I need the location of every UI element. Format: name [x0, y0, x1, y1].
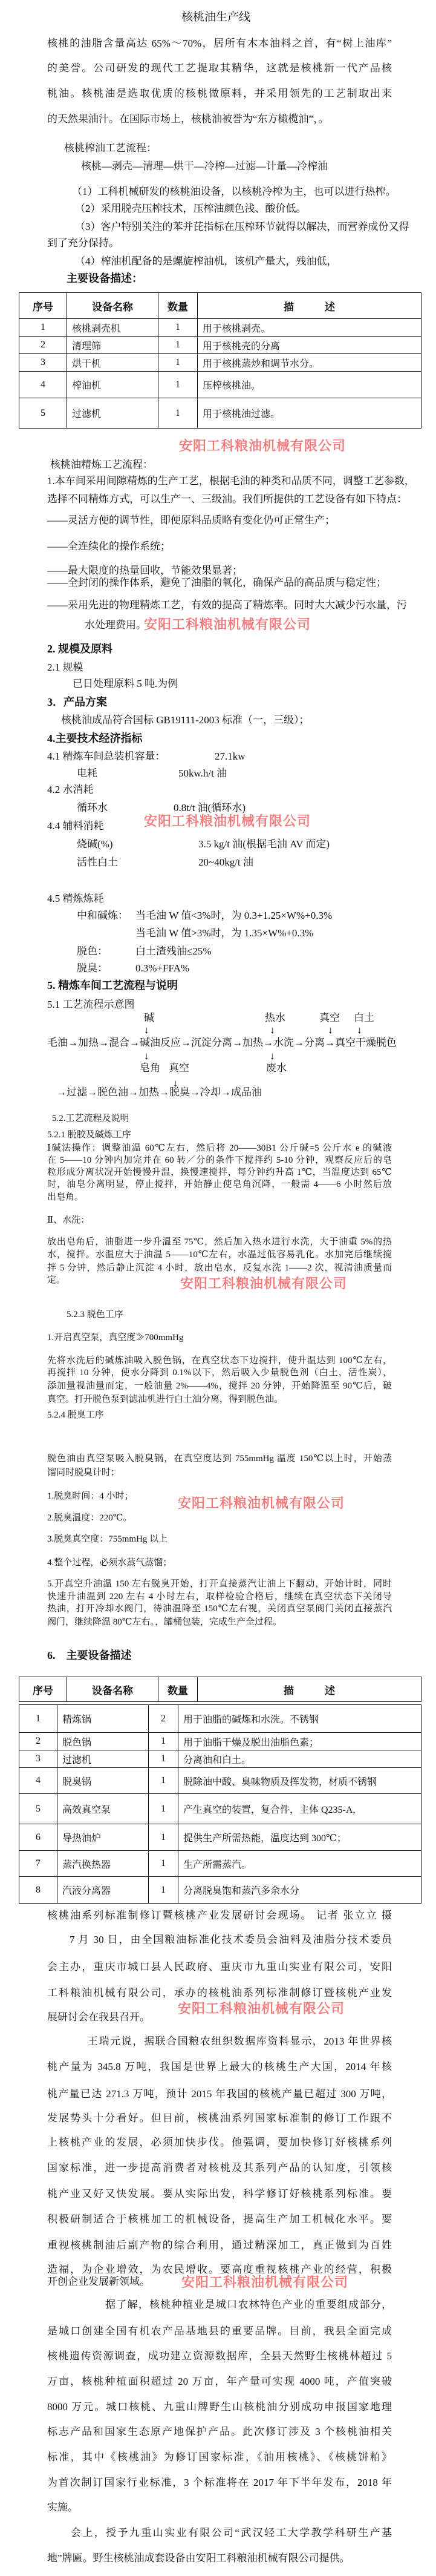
cell-index: 4 — [19, 372, 67, 398]
cell-index: 1 — [19, 319, 67, 337]
para-line: 水，搅拌。水温应大于油温 5——10℃左右，水温过低容易乳化。水加完后继续搅 — [47, 1250, 392, 1260]
cell-name: 精炼锅 — [57, 1705, 149, 1733]
cell-desc: 用于核桃油过滤。 — [198, 398, 421, 429]
article-line: 地”牌匾。野生核桃油成套设备由安阳工科粮油机械有限公司提供。 — [47, 2552, 350, 2564]
intro-line: 的天然果油汁。在国际市场上，核桃油被誉为“东方橄榄油”，。 — [47, 113, 329, 125]
refine-line: 1.本车间采用间隙精炼的生产工艺，根据毛油的种类和品质不同，调整工艺参数， — [47, 475, 415, 487]
article-line: 万亩，核桃种植面积超过 20 万亩，年产量可实现 4000 吨，产值突破 — [47, 2376, 392, 2387]
r42-label: 4.2 水消耗 — [47, 784, 94, 795]
cell-index: 3 — [19, 1750, 57, 1768]
neut-value: 当毛油 W 值>3%时，为 1.35×W%+0.3% — [135, 927, 314, 939]
cell-name: 烘干机 — [67, 354, 158, 372]
equipment-heading: 主要设备描述： — [67, 272, 143, 284]
arrow-down-icon: ↓ — [144, 1050, 149, 1062]
table-row — [19, 1877, 421, 1904]
input-clay: 白土 — [354, 1012, 374, 1024]
output-waste-water: 废水 — [266, 1062, 287, 1074]
para-line: 脱色油由真空泵吸入脱臭锅，在真空度达到 755mmHg 温度 150℃以上时，开始蒸 — [47, 1454, 392, 1464]
article-line: 国家标准，进一步提高消费者对核桃及其系列产品的认知度，引领核 — [47, 2162, 392, 2174]
section-4-heading: 4.主要技术经济指标 — [47, 732, 143, 744]
section-5-1: 5.1 工艺流程示意图 — [47, 999, 135, 1010]
feature-item: ——全封闭的操作体系，避免了油脂的氧化，确保产品的高品质与稳定性； — [47, 577, 386, 588]
product-text: 核桃油成品符合国标 GB19111-2003 标准（一，三级）； — [61, 714, 310, 726]
company-watermark: 安阳工科粮油机械有限公司 — [144, 617, 311, 632]
clay-label: 活性白土 — [77, 856, 118, 868]
cell-name: 高效真空泵 — [57, 1794, 149, 1824]
feature-item: ——灵活方便的调节性，即便原料品质略有变化仍可正常生产； — [47, 514, 335, 526]
press-flow: 核桃—剥壳—清理—烘干—冷榨—过滤—计量—冷榨油 — [81, 160, 328, 172]
cell-index: 3 — [19, 354, 67, 372]
neut-value: 当毛油 W 值<3%时，为 0.3+1.25×W%+0.3% — [135, 910, 333, 921]
arrow-down-icon: ↓ — [270, 1024, 275, 1036]
header-qty: 数量 — [158, 293, 198, 319]
cell-index: 5 — [19, 398, 67, 429]
arrow-down-icon: ↓ — [270, 1050, 275, 1062]
header-name: 设备名称 — [67, 1677, 158, 1702]
para-line: 粒形成分离状况开始慢慢升温，换慢速搅拌，每分钟约升高 1℃，当温度达到 65℃ — [47, 1168, 392, 1177]
r45-label: 4.5 精炼炼耗 — [47, 893, 104, 904]
power-label: 电耗 — [77, 767, 97, 779]
article-line: 造福，为企业增效，为农民增收。要高度重视核桃产业的经营，积极 — [47, 2264, 392, 2275]
table-row — [19, 398, 421, 429]
cell-desc: 用于油脂干燥及脱出油脂色素； — [178, 1733, 421, 1750]
feature-item: ——最大限度的热量回收，节能效果显著； — [47, 565, 242, 576]
header-name: 设备名称 — [67, 293, 158, 319]
page-title: 核桃油生产线 — [181, 11, 251, 24]
cell-name: 导热油炉 — [57, 1824, 149, 1851]
cell-qty: 1 — [158, 398, 198, 429]
article-line: 据了解，核桃种植业是城口农林特色产业的重要组成部分， — [105, 2299, 392, 2310]
arrow-down-icon: ↓ — [357, 1024, 362, 1036]
press-item: （1）工科机械研发的核桃油设备，以核桃冷榨为主，也可以进行热榨。 — [72, 186, 396, 197]
article-line: 发展势头十分看好。但目前，核桃油系列国家标准制的修订工作跟不 — [47, 2112, 392, 2124]
article-line: 王瑞元说，据联合国粮农组织数据库资料显示，2013 年世界核 — [88, 2036, 392, 2047]
article-line: 核桃遗传资源调查，成功建立资源数据库，全县天然野生核桃林超过 5 — [47, 2350, 392, 2362]
equipment-table-1 — [19, 292, 421, 429]
equipment-table-2-header — [19, 1677, 421, 1702]
section-2-heading: 2. 规模及原料 — [47, 643, 112, 655]
cell-index: 6 — [19, 1824, 57, 1851]
second-flow: →过滤→脱色油→加热→脱臭→冷却→成品油 — [56, 1086, 262, 1098]
cell-index: 1 — [19, 1705, 57, 1733]
cell-name: 过滤机 — [67, 398, 158, 429]
table-header-row — [19, 1677, 421, 1702]
cell-qty: 1 — [158, 354, 198, 372]
para-line: 时，油皂分离明显，停止搅拌，开始静止使皂角沉降，一般需 4——6 小时然后放 — [47, 1180, 392, 1189]
intro-line: 核桃的油脂含量高达 65%～70%，居所有木本油料之首，有“树上油库” — [47, 38, 392, 49]
refine-heading: 核桃油精炼工艺流程： — [50, 459, 153, 470]
r41-label: 4.1 精炼车间总装机容量： — [47, 751, 166, 762]
para-line: 馏同时脱臭计时； — [47, 1468, 120, 1477]
cell-qty: 2 — [149, 1705, 178, 1733]
press-item: （3）客户特别关注的苯并芘指标在压榨环节就得以解决，而营养成份又得 — [75, 221, 409, 232]
cell-qty: 1 — [149, 1851, 178, 1877]
main-flow: 毛油→加热→混合→碱油反应→沉淀分离→加热→水洗→分离→真空干燥脱色 — [47, 1037, 397, 1048]
cell-desc: 产生真空的装置，复合件，主体 Q235-A, — [178, 1794, 421, 1824]
arrow-down-icon: ↓ — [173, 1077, 178, 1089]
photo-caption: 核桃油系列标准制修订暨核桃产业发展研讨会现场。 记者 张立立 摄 — [47, 1910, 392, 1921]
company-watermark: 安阳工科粮油机械有限公司 — [178, 1496, 345, 1511]
section-5-heading: 5. 精炼车间工艺流程与说明 — [47, 979, 178, 991]
section-5-2: 5.2.工艺流程及说明 — [52, 1114, 129, 1123]
feature-item: ——采用先进的物理精炼工艺，有效的提高了精炼率。同时大大减少污水量，污 — [47, 599, 407, 611]
para-line: 再搅拌 10 分钟，使水分降到 0.1%以下，然后吸入少量脱色剂（白土，活性炭）， — [47, 1368, 392, 1378]
section-5-2-1: 5.2.1 脱胶及碱炼工序 — [47, 1130, 131, 1140]
article-line: 7 月 30 日，由全国粮油标准化技术委员会油料及油脂分技术委员 — [70, 1934, 392, 1945]
feature-item: 水处理费用。 — [85, 619, 146, 631]
input-vacuum: 真空 — [319, 1012, 340, 1024]
table-row — [19, 1794, 421, 1824]
cell-qty: 1 — [158, 337, 198, 354]
cell-desc: 压榨核桃油。 — [198, 372, 421, 398]
table-row — [19, 1851, 421, 1877]
header-index: 序号 — [19, 293, 67, 319]
scale-text: 已日处理原料 5 吨.为例 — [73, 678, 178, 689]
decol-value: 白土渣残油≤25% — [135, 945, 212, 957]
cell-qty: 1 — [149, 1768, 178, 1794]
deod-step: 4.整个过程，必须水蒸气蒸馏； — [47, 1558, 172, 1568]
header-desc: 描 述 — [198, 1677, 421, 1702]
company-watermark: 安阳工科粮油机械有限公司 — [179, 439, 347, 454]
article-line: 开创企业发展新领域。 — [47, 2276, 150, 2287]
article-line: 展研讨会在我县召开。 — [47, 2011, 150, 2023]
cell-name: 汽液分离器 — [57, 1877, 149, 1904]
input-vacuum-2: 真空 — [169, 1062, 189, 1074]
article-line: 会上，授予九重山实业有限公司“武汉轻工大学教学科研生产基 — [71, 2527, 392, 2538]
header-qty: 数量 — [158, 1677, 198, 1702]
cell-name: 核桃剥壳机 — [67, 319, 158, 337]
deod-step: 2.脱臭温度：220℃。 — [47, 1513, 132, 1523]
press-heading: 核桃榨油工艺流程： — [64, 142, 157, 154]
cell-index: 4 — [19, 1768, 57, 1794]
cell-desc: 脱除油中酸、臭味物质及挥发物，材质不锈钢 — [178, 1768, 421, 1794]
article-line: 标准，其中《核桃油》为修订国家标准，《油用核桃》、《核桃饼粕》 — [47, 2451, 392, 2463]
cell-qty: 1 — [158, 319, 198, 337]
cell-qty: 1 — [158, 372, 198, 398]
cell-name: 榨油机 — [67, 372, 158, 398]
section-5-2-4: 5.2.4 脱臭工序 — [47, 1410, 104, 1420]
header-desc: 描 述 — [198, 293, 421, 319]
cell-qty: 1 — [149, 1877, 178, 1904]
input-alkali: 碱 — [144, 1012, 154, 1024]
cell-qty: 1 — [149, 1750, 178, 1768]
cell-name: 清理筛 — [67, 337, 158, 354]
alkali-label: 烧碱(%) — [77, 838, 113, 850]
article-line: 桃产量已达 271.3 万吨，预计 2015 年我国的核桃产量已超过 300 万吨， — [47, 2088, 392, 2100]
section-5-2-3: 5.2.3 脱色工序 — [67, 1310, 123, 1319]
arrow-down-icon: ↓ — [144, 1024, 149, 1036]
deod-step: 3.脱臭真空度：755mmHg 以上 — [47, 1534, 168, 1544]
article-line: 会主办，重庆市城口县人民政府、重庆市九重山实业有限公司，安阳 — [47, 1961, 392, 1973]
deod-step: 1.脱臭时间：4 小时； — [47, 1491, 134, 1501]
table-row — [19, 337, 421, 354]
r41-value: 27.1kw — [215, 751, 246, 762]
cell-desc: 提供生产所需热能，温度达到 300℃； — [178, 1824, 421, 1851]
company-watermark: 安阳工科粮油机械有限公司 — [181, 2275, 349, 2290]
article-line: 重视核桃制油后副产物的综合利用，通过精深加工，真正做到为百姓 — [47, 2239, 392, 2251]
input-hot-water: 热水 — [265, 1012, 285, 1024]
article-line: 上核桃产业的发展，必须加快步伐。他强调，要加快修订好核桃系列 — [47, 2137, 392, 2148]
header-index: 序号 — [19, 1677, 67, 1702]
article-line: 8000 万元。城口核桃、九重山牌野生山核桃油分别成功申报国家地理 — [47, 2401, 392, 2413]
intro-line: 的美誉。公司研发的现代工艺提取其精华，这就是核桃新一代产品核 — [47, 62, 392, 74]
neut-label: 中和碱炼： — [77, 910, 128, 921]
section-6-heading: 6. 主要设备描述 — [47, 1649, 132, 1661]
company-watermark: 安阳工科粮油机械有限公司 — [180, 1276, 348, 1292]
cell-qty: 1 — [149, 1733, 178, 1750]
cell-desc: 分离油和白土。 — [178, 1750, 421, 1768]
equipment-table-2 — [19, 1704, 421, 1904]
para-line: 快速升油温到 220 左右 4 小时左右，取样检验合格后，继续在真空状态下关闭导 — [47, 1592, 392, 1602]
article-line: 为首次制订国家行业标准，3 个标准将在 2017 年下半年发布，2018 年 — [47, 2477, 392, 2488]
article-line: 桃产业又好又快发展。要从实际出发，科学修订好核桃系列标准。要 — [47, 2188, 392, 2200]
table-row — [19, 1768, 421, 1794]
table-row — [19, 1824, 421, 1851]
deod-value: 0.3%+FFA% — [135, 962, 190, 974]
para-line: 热油，打开冷却水阀门，待油温降至 150℃左右视，关闭真空泵阀门关闭直接蒸汽 — [47, 1604, 392, 1614]
section-2-1: 2.1 规模 — [47, 662, 83, 673]
cell-qty: 1 — [149, 1794, 178, 1824]
para-line: 在 5——10 分钟内加完并在 60 转／分的条件下搅拌约 5-10 分钟，观察反应后的皂 — [47, 1155, 392, 1165]
refine-line: 选择不同精炼方式，可以生产一、三级油。我们所提供的工艺设备有如下特点： — [47, 493, 407, 505]
para-line: 添加量视油量而定，一般油量 2%——4%，搅拌 20 分钟，开始降温至 90℃后，破 — [47, 1381, 392, 1391]
alkali-value: 3.5 kg/t 油(根据毛油 AV 而定) — [198, 838, 330, 850]
cell-desc: 用于核桃蒸炒和调节水分。 — [198, 354, 421, 372]
article-line: 积极研制适合于核桃加工的机械设备，提高生产加工机械化水平。要 — [47, 2213, 392, 2225]
output-soap: 皂角 — [140, 1062, 160, 1074]
article-line: 标志产品和国家生态原产地保护产品。此次修订涉及 3 个核桃油相关 — [47, 2426, 392, 2437]
water-value: 0.8t/t 油(循环水) — [174, 802, 246, 813]
table-header-row — [19, 293, 421, 319]
table-row — [19, 372, 421, 398]
article-line: 桃产量为 345.8 万吨，我国是世界上最大的核桃生产大国，2014 年核 — [47, 2061, 392, 2072]
cell-name: 蒸汽换热器 — [57, 1851, 149, 1877]
cell-qty: 1 — [149, 1824, 178, 1851]
para-line: 拌 5 分钟，然后静止沉淀 4 小时，放出皂水，反复水洗 1——2 次，视清油质量而 — [47, 1263, 392, 1273]
decol-label: 脱色： — [77, 945, 108, 957]
table-row — [19, 1733, 421, 1750]
cell-index: 5 — [19, 1794, 57, 1824]
intro-line: 桃油。核桃油是选取优质的核桃做原料，并采用领先的工艺制取出来 — [47, 88, 392, 99]
article-line: 是城口创建全国有机农产品基地县的重要品牌。目前，我县全面完成 — [47, 2325, 392, 2337]
cell-index: 7 — [19, 1851, 57, 1877]
article-line: 工科粮油机械有限公司，承办的核桃油系列标准制修订暨核桃产业发 — [47, 1987, 392, 1999]
para-line: 出皂角。 — [47, 1192, 84, 1202]
cell-index: 2 — [19, 1733, 57, 1750]
cell-index: 2 — [19, 337, 67, 354]
cell-desc: 分离脱臭饱和蒸汽多余水分 — [178, 1877, 421, 1904]
cell-index: 8 — [19, 1877, 57, 1904]
table-row — [19, 1750, 421, 1768]
press-item: （4）榨油机配备的是螺旋榨油机，该机产量大，残油低， — [75, 255, 337, 267]
feature-item: ——全连续化的操作系统； — [47, 540, 171, 552]
cell-desc: 用于油脂的碱炼和水洗。不锈钢 — [178, 1705, 421, 1733]
article-line: 实施。 — [47, 2502, 78, 2513]
para-line: 放出皂角后，油脂进一步升温至 75℃，然后加入热水进行水洗，大于油重 5%的热 — [47, 1237, 392, 1247]
para-line: 阀门，继续降温 80℃左右。，罐桶包装，完成生产全过程。 — [47, 1617, 282, 1627]
cell-desc: 用于核桃剥壳。 — [198, 319, 421, 337]
power-value: 50kw.h/t 油 — [178, 767, 227, 779]
deod-label: 脱臭： — [77, 962, 108, 974]
water-label: 循环水 — [77, 802, 108, 813]
vacuum-step: 1.开启真空泵，真空度≫700mmHg — [47, 1333, 184, 1342]
para-line: 先将水洗后的碱炼油吸入脱色锅，在真空状态下边搅拌，使升温达到 100℃左右， — [47, 1356, 392, 1365]
press-item: （2）采用脱壳压榨技术，压榨油颜色浅、酸价低。 — [75, 203, 307, 214]
wash-heading: Ⅱ、水洗： — [47, 1215, 90, 1225]
table-row — [19, 1705, 421, 1733]
arrow-down-icon: ↓ — [328, 1024, 333, 1036]
para-line: 5.开真空升油温 150 左右脱臭开始，打开直接蒸汽让油上下翻动，开始计时，同时 — [47, 1579, 392, 1589]
cell-desc: 用于核桃壳的分离 — [198, 337, 421, 354]
r44-label: 4.4 辅料消耗 — [47, 820, 104, 832]
table-row — [19, 354, 421, 372]
cell-name: 脱臭锅 — [57, 1768, 149, 1794]
company-watermark: 安阳工科粮油机械有限公司 — [178, 2002, 345, 2017]
cell-desc: 生产所需蒸汽。 — [178, 1851, 421, 1877]
clay-value: 20~40kg/t 油 — [198, 856, 253, 868]
para-line: 真空。打开脱色泵到滤油机进行白土油分离，得到脱色油。 — [47, 1395, 284, 1404]
para-line: Ⅰ碱法操作：调整油温 60℃左右，然后将 20——30B1 公斤碱=5 公斤水 e 的碱液 — [47, 1143, 392, 1153]
cell-name: 过滤机 — [57, 1750, 149, 1768]
company-watermark: 安阳工科粮油机械有限公司 — [144, 814, 311, 829]
section-3-heading: 3．产品方案 — [47, 696, 107, 708]
cell-name: 脱色锅 — [57, 1733, 149, 1750]
press-item: 到了充分保持。 — [47, 237, 119, 249]
table-row — [19, 319, 421, 337]
para-line: 定。 — [47, 1275, 66, 1285]
